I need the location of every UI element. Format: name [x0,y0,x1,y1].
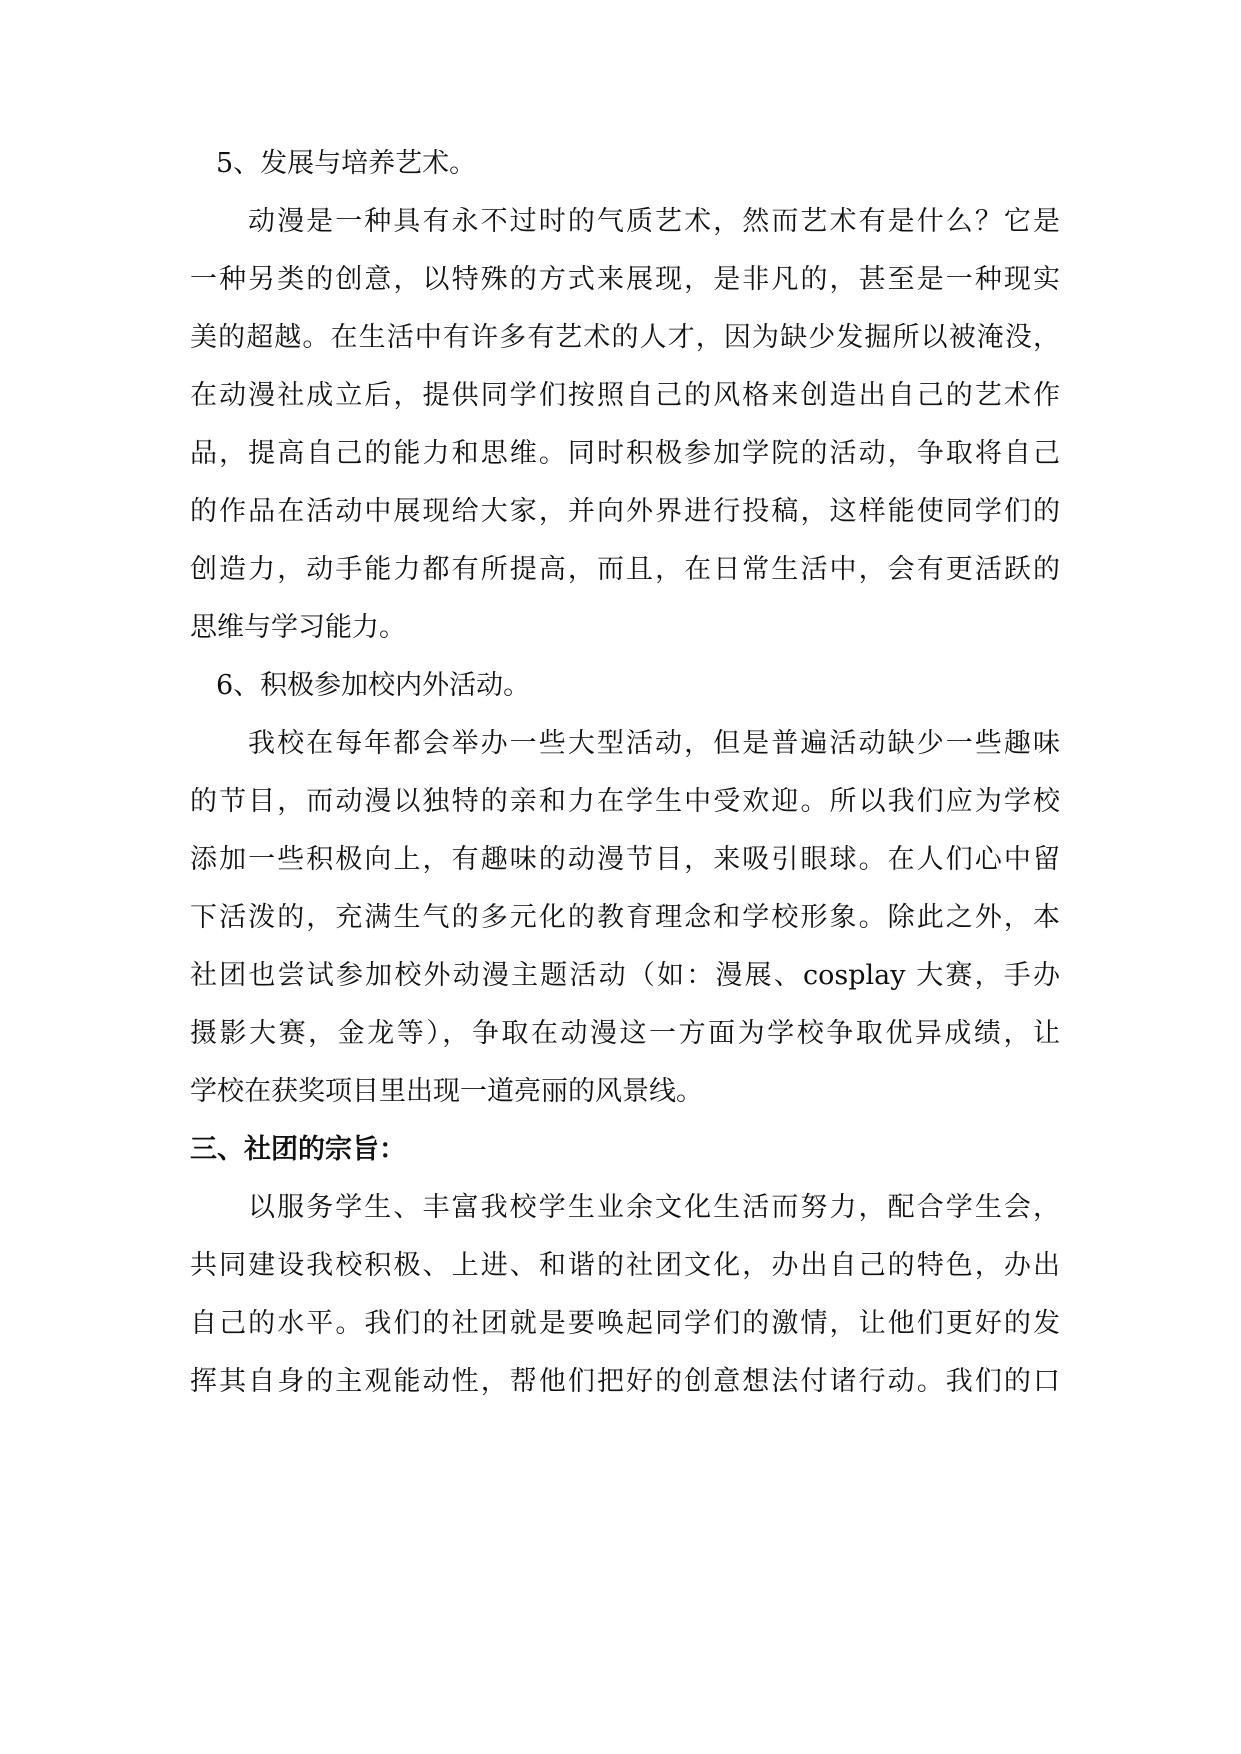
paragraph-line: 共同建设我校积极、上进、和谐的社团文化，办出自己的特色，办出 [190,1250,1060,1281]
paragraph-line: 创造力，动手能力都有所提高，而且，在日常生活中，会有更活跃的 [190,554,1060,585]
paragraph-line: 品，提高自己的能力和思维。同时积极参加学院的活动，争取将自己 [190,438,1060,469]
paragraph-line: 下活泼的，充满生气的多元化的教育理念和学校形象。除此之外，本 [190,902,1060,933]
paragraph-line: 在动漫社成立后，提供同学们按照自己的风格来创造出自己的艺术作 [190,380,1060,411]
section-item-5-heading: 5、发展与培养艺术。 [216,148,477,179]
paragraph-line: 的作品在活动中展现给大家，并向外界进行投稿，这样能使同学们的 [190,496,1060,527]
paragraph-line: 学校在获奖项目里出现一道亮丽的风景线。 [190,1076,703,1107]
paragraph-line: 动漫是一种具有永不过时的气质艺术，然而艺术有是什么？它是 [248,206,1060,237]
paragraph-line: 自己的水平。我们的社团就是要唤起同学们的激情，让他们更好的发 [190,1308,1060,1339]
paragraph-line: 美的超越。在生活中有许多有艺术的人才，因为缺少发掘所以被淹没， [190,322,1060,353]
paragraph-line: 我校在每年都会举办一些大型活动，但是普遍活动缺少一些趣味 [248,728,1060,759]
section-heading-purpose: 三、社团的宗旨： [190,1134,406,1165]
paragraph-line: 以服务学生、丰富我校学生业余文化生活而努力，配合学生会， [248,1192,1060,1223]
paragraph-line: 思维与学习能力。 [190,612,406,643]
paragraph-line: 社团也尝试参加校外动漫主题活动（如：漫展、cosplay 大赛，手办 [190,960,1060,991]
paragraph-line: 添加一些积极向上，有趣味的动漫节目，来吸引眼球。在人们心中留 [190,844,1060,875]
paragraph-line: 挥其自身的主观能动性，帮他们把好的创意想法付诸行动。我们的口 [190,1366,1060,1397]
paragraph-line: 摄影大赛，金龙等），争取在动漫这一方面为学校争取优异成绩，让 [190,1018,1060,1049]
section-item-6-heading: 6、积极参加校内外活动。 [216,670,531,701]
paragraph-line: 的节目，而动漫以独特的亲和力在学生中受欢迎。所以我们应为学校 [190,786,1060,817]
paragraph-line: 一种另类的创意，以特殊的方式来展现，是非凡的，甚至是一种现实 [190,264,1060,295]
